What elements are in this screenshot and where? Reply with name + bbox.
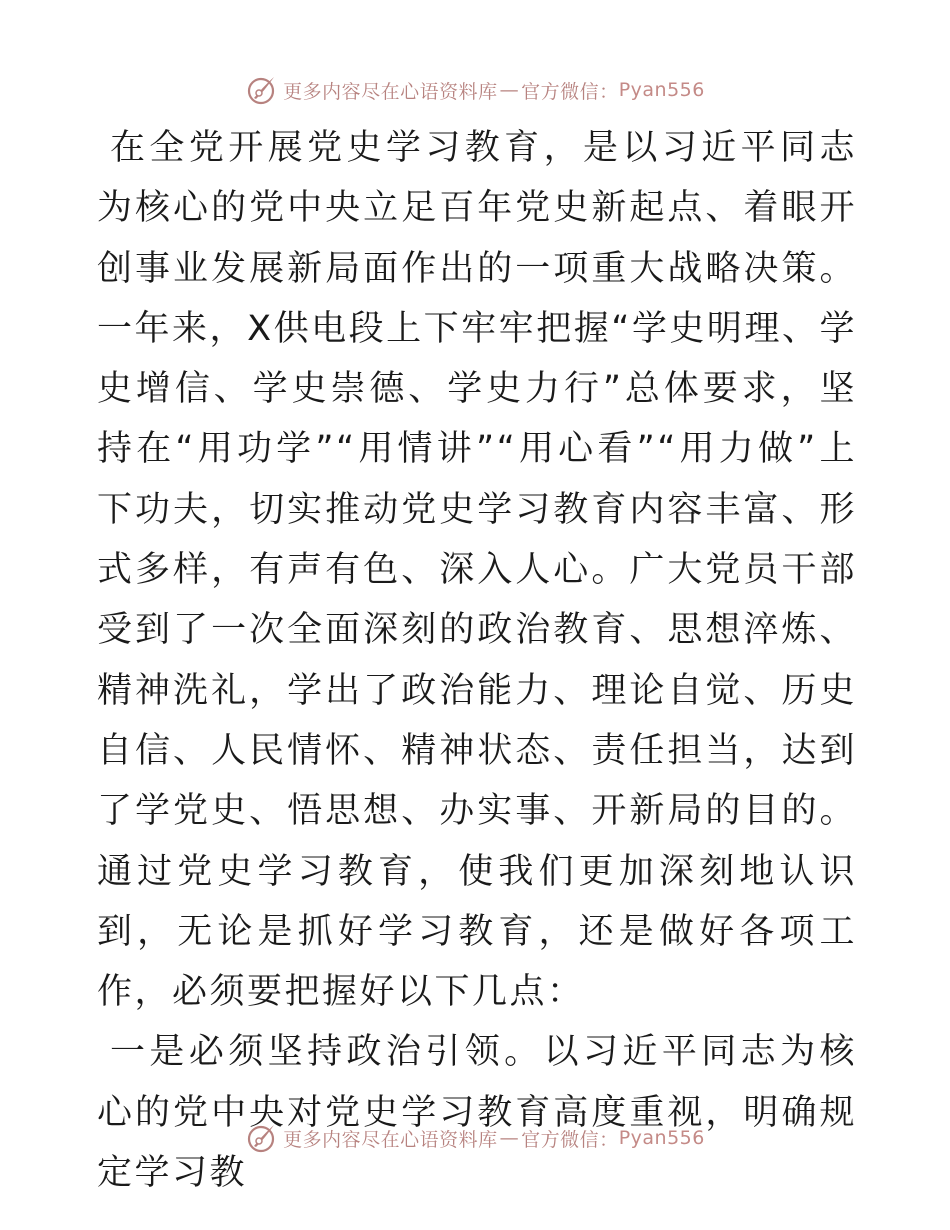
- watermark-handle: Pyan556: [618, 79, 705, 101]
- header-watermark: [0, 70, 950, 110]
- footer-watermark: [0, 1118, 950, 1158]
- body-text: [97, 118, 857, 1203]
- watermark-separator: —: [499, 79, 520, 101]
- watermark-text: 更多内容尽在心语资料库: [283, 80, 498, 103]
- quill-circle-icon: [245, 74, 277, 106]
- paragraph-intro: 在全党开展党史学习教育，是以习近平同志为核心的党中央立足百年党史新起点、着眼开创事业发展新局面作出的一项重大战略决策。一年来，X供电段上下牢牢把握“学史明理、学史增信、学史崇德、学史力行”总体要求，坚持在“用功学”“用情讲”“用心看”“用力做”上下功夫，切实推动党史学习教育内容丰富、形式多样，有声有色、深入人心。广大党员干部受到了一次全面深刻的政治教育、思想淬炼、精神洗礼，学出了政治能力、理论自觉、历史自信、人民情怀、精神状态、责任担当，达到了学党史、悟思想、办实事、开新局的目的。通过党史学习教育，使我们更加深刻地认识到，无论是抓好学习教育，还是做好各项工作，必须要把握好以下几点：: [97, 128, 857, 1013]
- watermark-label: 官方微信：: [521, 80, 619, 103]
- watermark-separator: —: [499, 1127, 520, 1149]
- paragraph-point-one: 一是必须坚持政治引领。以习近平同志为核心的党中央对党史学习教育高度重视，明确规定学习教: [97, 1032, 857, 1194]
- quill-circle-icon: [245, 1122, 277, 1154]
- watermark-text: 更多内容尽在心语资料库: [283, 1128, 498, 1151]
- watermark-handle: Pyan556: [618, 1127, 705, 1149]
- watermark-label: 官方微信：: [521, 1128, 619, 1151]
